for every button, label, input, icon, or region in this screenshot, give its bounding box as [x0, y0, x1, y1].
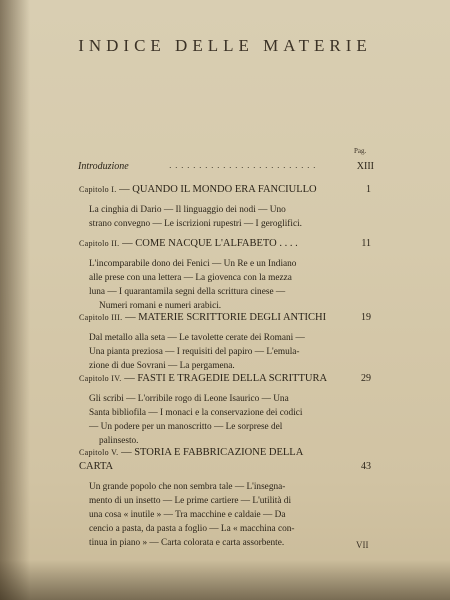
toc-chapter-4 — [79, 372, 371, 448]
toc-chapter-1 — [79, 183, 371, 231]
summary-line: Santa bibliofila — I monaci e la conservazione dei codici — [89, 408, 303, 418]
chapter-heading — [79, 446, 371, 460]
summary-line: zione di due Sovrani — La pergamena. — [89, 361, 235, 371]
chapter-label: Capitolo III. — [79, 313, 123, 322]
chapter-summary — [89, 257, 371, 313]
bottom-shadow — [0, 560, 450, 600]
chapter-title: — FASTI E TRAGEDIE DELLA SCRITTURA — [121, 373, 328, 384]
chapter-summary — [89, 480, 371, 550]
chapter-summary — [89, 392, 371, 448]
summary-line: cencio a pasta, da pasta a foglio — La « macchina con- — [89, 524, 295, 534]
chapter-title: — COME NACQUE L'ALFABETO . . . . — [119, 238, 298, 249]
summary-line: palinsesto. — [99, 436, 139, 446]
summary-line: — Un podere per un manoscritto — Le sorprese del — [89, 422, 283, 432]
chapter-label: Capitolo IV. — [79, 374, 122, 383]
chapter-label: Capitolo I. — [79, 185, 117, 194]
summary-line: La cinghia di Dario — Il linguaggio dei nodi — Uno — [89, 205, 286, 215]
chapter-heading — [79, 372, 371, 386]
chapter-summary — [89, 331, 371, 373]
chapter-title: — STORIA E FABBRICAZIONE DELLA — [118, 447, 304, 458]
summary-line: Dal metallo alla seta — Le tavolette cerate dei Romani — — [89, 333, 305, 343]
toc-entry-introduction — [78, 161, 374, 172]
summary-line: mento di un insetto — Le prime cartiere — L'utilità di — [89, 496, 292, 506]
chapter-heading — [79, 311, 371, 325]
page-column-label: Pag. — [354, 147, 367, 155]
intro-dots: . . . . . . . . . . . . . . . . . . . . . . . . . — [169, 161, 317, 170]
summary-line: Una pianta preziosa — I requisiti del papiro — L'emula- — [89, 347, 300, 357]
chapter-label: Capitolo V. — [79, 448, 119, 457]
chapter-summary — [89, 203, 371, 231]
summary-line: una cosa « inutile » — Tra macchine e caldaie — Da — [89, 510, 286, 520]
chapter-page: 11 — [361, 238, 371, 249]
chapter-page: 19 — [361, 312, 371, 323]
intro-label: Introduzione — [78, 161, 129, 172]
chapter-heading — [79, 183, 371, 197]
summary-line: tinua in piano » — Carta colorata e carta assorbente. — [89, 538, 285, 548]
summary-line: L'incomparabile dono dei Fenici — Un Re e un Indiano — [89, 259, 297, 269]
binding-shadow — [0, 0, 30, 600]
page-title: INDICE DELLE MATERIE — [78, 36, 372, 55]
chapter-label: Capitolo II. — [79, 239, 120, 248]
chapter-page: 43 — [361, 461, 371, 472]
summary-line: luna — I quarantamila segni della scrittura cinese — — [89, 287, 286, 297]
summary-line: Un grande popolo che non sembra tale — L'insegna- — [89, 482, 286, 492]
chapter-title: — QUANDO IL MONDO ERA FANCIULLO — [116, 184, 317, 195]
toc-chapter-5 — [79, 446, 371, 550]
toc-chapter-3 — [79, 311, 371, 373]
summary-line: Numeri romani e numeri arabici. — [99, 301, 222, 311]
summary-line: Gli scribi — L'orribile rogo di Leone Isaurico — Una — [89, 394, 289, 404]
summary-line: strano convegno — Le iscrizioni rupestri — I geroglifici. — [89, 219, 302, 229]
summary-line: alle prese con una lettera — La giovenca con la mezza — [89, 273, 292, 283]
page-number: VII — [356, 540, 369, 550]
chapter-page: 29 — [361, 373, 371, 384]
chapter-title: — MATERIE SCRITTORIE DEGLI ANTICHI — [122, 312, 327, 323]
chapter-heading — [79, 237, 371, 251]
chapter-title-continued: CARTA — [79, 461, 114, 472]
intro-page: XIII — [356, 161, 374, 172]
chapter-heading-line2 — [79, 460, 371, 474]
chapter-page: 1 — [366, 184, 371, 195]
toc-chapter-2 — [79, 237, 371, 313]
